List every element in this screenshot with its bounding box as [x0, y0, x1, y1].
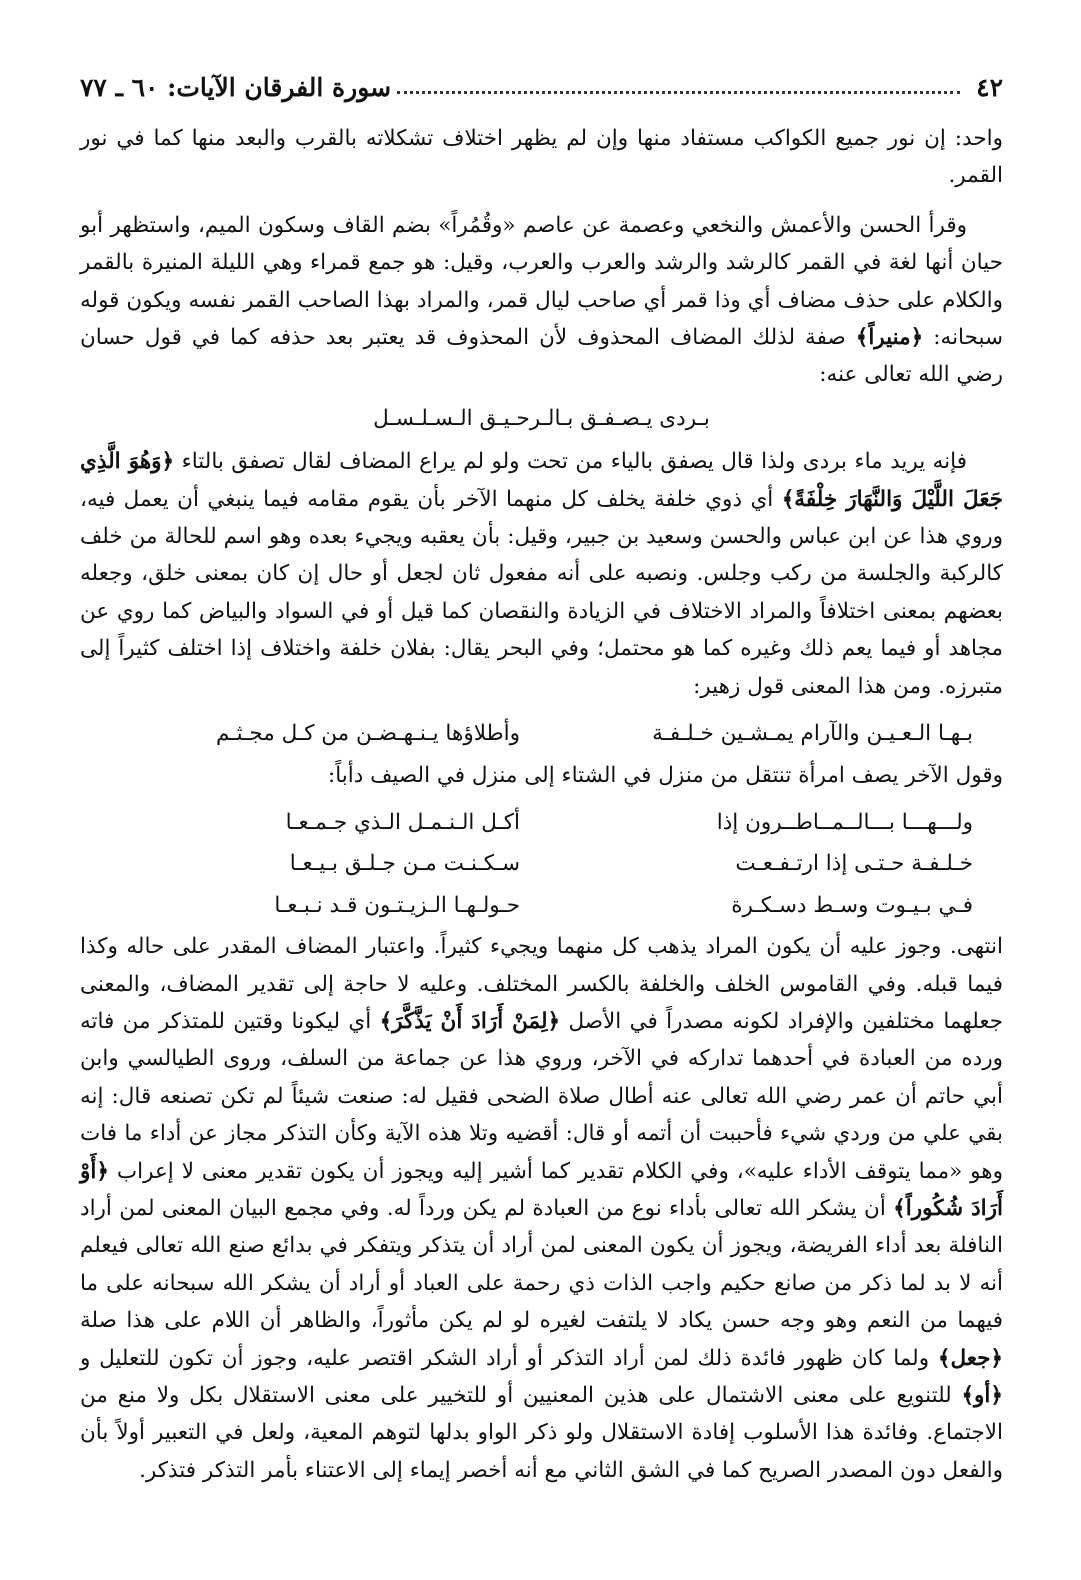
- poem-hemistich-right: بـهـا الـعـيـن والآرام يمـشـين خـلـفـة: [652, 721, 973, 747]
- poem-hemistich-right: فـي بـيـوت وسـط دسـكـرة: [731, 892, 973, 918]
- page-header: [80, 62, 1003, 102]
- paragraph-3-text-a: فإنه يريد ماء بردى ولذا قال يصفق بالياء من تحت ولو لم يراع المضاف لقال تصفق بالتاء: [174, 449, 967, 475]
- paragraph-5-text-b: أي ليكونا وقتين للمتذكر من فاته ورده من العبادة في أحدهما تداركه في الآخر، وروي هذا عن جماعة من السلف، وروى الطيالسي وابن أبي حاتم أن عمر رضي الله تعالى عنه أطال صلاة الضحى فقيل له: صنعت شيئاً لم تكن تصنعه قال: إنه بقي علي من وردي شيء فأحببت أن أتمه أو قال: أقضيه وتلا هذه الآية وكأن التذكر مجاز عن أداء ما فات وهو «مما يتوقف الأداء عليه»، وفي الكلام تقدير كما أشير إليه ويجوز أن يكون تقدير معنى لا إعراب: [80, 1008, 1003, 1184]
- paragraph-4: وقول الآخر يصف امرأة تنتقل من منزل في الشتاء إلى منزل في الصيف دأباً:: [327, 762, 1003, 788]
- poem-line: [80, 715, 1003, 752]
- page-body: [80, 120, 1003, 1489]
- paragraph-5: [80, 928, 1003, 1489]
- quran-quote-aw: ﴿أو﴾: [961, 1383, 1003, 1408]
- paragraph-5-text-c: أن يشكر الله تعالى بأداء نوع من العبادة لم يكن ورداً له. وفي مجمع البيان المعنى لمن أراد النافلة بعد أداء الفريضة، ويجوز أن يكون المعنى لمن أراد أن يتذكر ويتفكر في بدائع صنع الله تعالى فيعلم أنه لا بد لما ذكر من صانع حكيم واجب الذات ذي رحمة على العباد أو أراد أن يشكر الله سبحانه على ما فيهما من النعم وهو وجه حسن يكاد لا يلتفت لغيره لو لم يكن مأثوراً، والظاهر أن اللام على هذا صلة: [80, 1195, 1003, 1334]
- header-dotted-leader: [397, 91, 960, 94]
- poem-hemistich-left: وأطلاؤها يـنـهـضـن من كـل مجـثـم: [216, 721, 520, 747]
- paragraph-2: [80, 207, 1003, 394]
- paragraph-2-text-a: وقرأ الحسن والأعمش والنخعي وعصمة عن عاصم «وقُمُراً» بضم القاف وسكون الميم، واستظهر أبو حيان أنها لغة في القمر كالرشد والرشد والعرب والعرب، وقيل: هو جمع قمراء وهي الليلة المنيرة بالقمر والكلام على حذف مضاف أي وذا قمر أي صاحب ليال قمر، والمراد بهذا الصاحب القمر نفسه ويكون قوله سبحانه:: [80, 212, 1003, 351]
- quran-quote-yadhdhakkar: ﴿لِمَنْ أَرَادَ أَنْ يَذَّكَّرَ﴾: [379, 1008, 561, 1034]
- paragraph-5-text-d: ولما كان ظهور فائدة ذلك لمن أراد التذكر أو أراد الشكر اقتصر عليه، وجوز أن تكون للتعليل و: [80, 1345, 938, 1371]
- paragraph-2-text-b: صفة لذلك المضاف المحذوف لأن المحذوف قد يعتبر بعد حذفه كما في قول حسان رضي الله تعالى عنه:: [80, 325, 1003, 388]
- paragraph-5-text-a: انتهى. وجوز عليه أن يكون المراد يذهب كل منهما ويجيء كثيراً. واعتبار المضاف المقدر على حاله وكذا فيما قبله. وفي القاموس الخلف والخلفة بالكسر المختلف. وعليه لا حاجة إلى تقدير المضاف، والمعنى جعلهما مختلفين والإفراد لكونه مصدراً في الأصل: [80, 934, 1004, 1034]
- poem-line: [80, 804, 1003, 841]
- paragraph-1: واحد: إن نور جميع الكواكب مستفاد منها وإن لم يظهر اختلاف تشكلاته بالقرب والبعد منها كما في نور القمر.: [80, 126, 1003, 189]
- poem-line: [80, 887, 1003, 924]
- paragraph-5-text-e: للتنويع على معنى الاشتمال على هذين المعنيين أو للتخيير على معنى الاستقلال بكل ولا منع من الاجتماع. وفائدة هذا الأسلوب إفادة الاستقلال ولو ذكر الواو بدلها لتوهم المعية، ولعل في التعبير أولاً بأن والفعل دون المصدر الصريح كما في الشق الثاني مع أنه أخصر إيماء إلى الاعتناء بأمر التذكر فتذكر.: [80, 1383, 1003, 1483]
- quran-quote-munira: ﴿منيراً﴾: [855, 325, 924, 351]
- quran-quote-khilfa: ﴿وَهُوَ الَّذِي جَعَلَ اللَّيْلَ وَالنَّهَارَ خِلْفَةً﴾: [80, 449, 1003, 512]
- poem-hemistich-right: ولـــهـــا بـــالــمــاطــرون إذا: [716, 809, 973, 835]
- poem-hemistich-left: سـكـنـت مـن جـلـق بـيـعـا: [289, 851, 520, 877]
- quran-quote-shukura: ﴿أَوْ أَرَادَ شُكُوراً﴾: [80, 1158, 1003, 1221]
- hassan-verse: بـردى يـصـفـق بـالـرحـيـق الـسـلـسـل: [373, 405, 710, 431]
- quran-quote-jaala: ﴿جعل﴾: [937, 1345, 1003, 1371]
- poem-line: [80, 845, 1003, 882]
- poem-hemistich-left: حـولـهـا الـزيـتـون قـد نـبـعـا: [274, 892, 520, 918]
- page-number: ٤٢: [976, 73, 1003, 102]
- poem-hemistich-left: أكـل الـنـمـل الـذي جـمـعـا: [285, 809, 520, 835]
- poem-hemistich-right: خـلـفـة حـتـى إذا ارتـفـعـت: [735, 851, 973, 877]
- paragraph-3-text-b: أي ذوي خلفة يخلف كل منهما الآخر بأن يقوم مقامه فيما ينبغي أن يعمل فيه، وروي هذا عن ابن عباس والحسن وسعيد بن جبير، وقيل: بأن يعقبه ويجيء بعده وهو اسم للحالة من خلف كالركبة والجلسة من ركب وجلس. ونصبه على أنه مفعول ثان لجعل أو حال إن كان بمعنى خلق، وجعله بعضهم بمعنى اختلافاً والمراد الاختلاف في الزيادة والنقصان كما قيل أو في السواد والبياض كما روي عن مجاهد أو فيما يعم ذلك وغيره كما هو محتمل؛ وفي البحر يقال: بفلان خلفة واختلاف إذا اختلف كثيراً إلى متبرزه. ومن هذا المعنى قول زهير:: [80, 486, 1003, 699]
- running-title: سورة الفرقان الآيات: ٦٠ ـ ٧٧: [80, 73, 392, 102]
- paragraph-3: [80, 443, 1003, 705]
